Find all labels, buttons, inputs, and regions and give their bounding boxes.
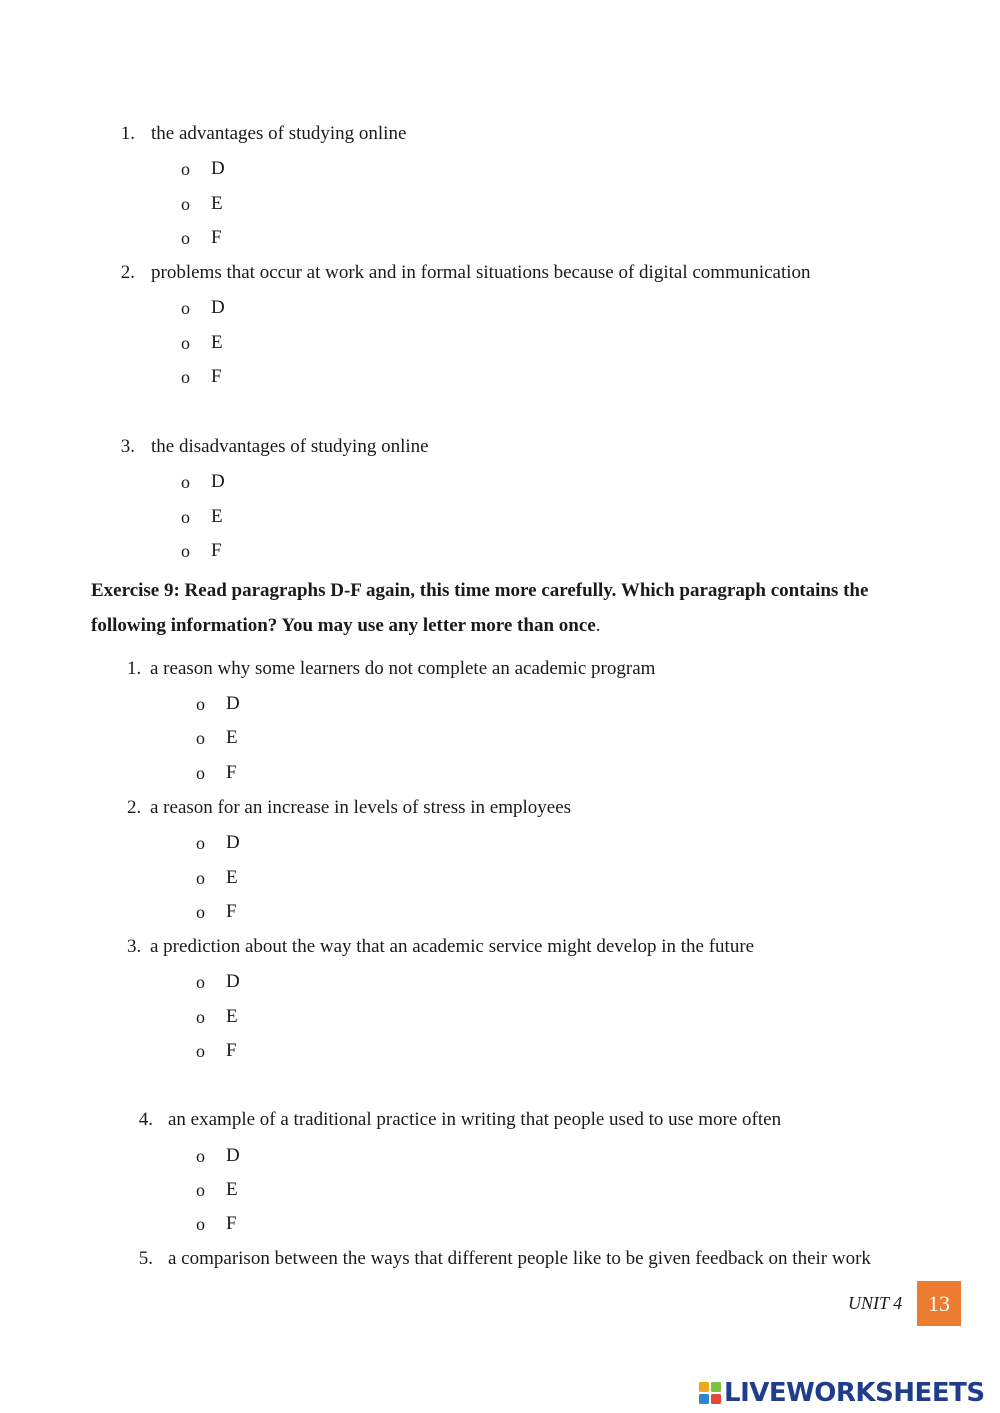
option-label[interactable]: F (226, 901, 237, 922)
option-label[interactable]: F (226, 1213, 237, 1234)
page-number: 13 (928, 1290, 950, 1316)
radio-bullet-icon[interactable]: o (181, 228, 190, 248)
question-text: a reason why some learners do not complete an academic program (150, 658, 656, 679)
radio-bullet-icon[interactable]: o (196, 1146, 205, 1166)
radio-bullet-icon[interactable]: o (196, 1180, 205, 1200)
option-label[interactable]: F (226, 762, 237, 783)
radio-bullet-icon[interactable]: o (196, 728, 205, 748)
liveworksheets-logo-icon (698, 1381, 722, 1405)
radio-bullet-icon[interactable]: o (181, 159, 190, 179)
option-label[interactable]: E (211, 332, 223, 353)
radio-bullet-icon[interactable]: o (196, 763, 205, 783)
option-label[interactable]: D (211, 471, 225, 492)
radio-bullet-icon[interactable]: o (196, 833, 205, 853)
radio-bullet-icon[interactable]: o (196, 1007, 205, 1027)
option-label[interactable]: F (211, 227, 222, 248)
question-text: a comparison between the ways that different people like to be given feedback on their work (168, 1248, 871, 1269)
radio-bullet-icon[interactable]: o (196, 868, 205, 888)
question-text: an example of a traditional practice in writing that people used to use more often (168, 1109, 782, 1130)
option-label[interactable]: D (211, 297, 225, 318)
option-label[interactable]: E (226, 1006, 238, 1027)
option-label[interactable]: E (226, 1179, 238, 1200)
question-text: the disadvantages of studying online (151, 436, 429, 457)
radio-bullet-icon[interactable]: o (181, 194, 190, 214)
radio-bullet-icon[interactable]: o (181, 367, 190, 387)
exercise-9-title-end: . (595, 615, 601, 636)
option-label[interactable]: E (211, 193, 223, 214)
exercise-9-title: Exercise 9: Read paragraphs D-F again, this time more carefully. Which paragraph contains the following information? You may use any letter more than once (91, 580, 869, 636)
option-label[interactable]: E (211, 506, 223, 527)
question-number: 3. (120, 436, 135, 457)
question-number: 2. (120, 262, 135, 283)
question-text: a reason for an increase in levels of stress in employees (150, 797, 572, 818)
exercise-9-instructions (91, 573, 941, 643)
brand-name: LIVEWORKSHEETS (724, 1378, 985, 1408)
question-number: 5. (138, 1248, 153, 1269)
question-text: a prediction about the way that an academic service might develop in the future (150, 936, 755, 957)
question-text: the advantages of studying online (151, 123, 407, 144)
option-label[interactable]: D (211, 158, 225, 179)
question-number: 1. (120, 123, 135, 144)
option-label[interactable]: D (226, 971, 240, 992)
radio-bullet-icon[interactable]: o (196, 902, 205, 922)
radio-bullet-icon[interactable]: o (181, 541, 190, 561)
radio-bullet-icon[interactable]: o (181, 507, 190, 527)
radio-bullet-icon[interactable]: o (181, 298, 190, 318)
question-number: 4. (138, 1109, 153, 1130)
radio-bullet-icon[interactable]: o (196, 972, 205, 992)
unit-label: UNIT 4 (848, 1293, 903, 1313)
question-number: 2. (127, 797, 142, 818)
option-label[interactable]: E (226, 727, 238, 748)
radio-bullet-icon[interactable]: o (196, 1214, 205, 1234)
option-label[interactable]: F (211, 540, 222, 561)
option-label[interactable]: E (226, 867, 238, 888)
radio-bullet-icon[interactable]: o (196, 1041, 205, 1061)
radio-bullet-icon[interactable]: o (181, 333, 190, 353)
page-number-badge (917, 1281, 961, 1326)
option-label[interactable]: F (211, 366, 222, 387)
option-label[interactable]: F (226, 1040, 237, 1061)
liveworksheets-brand[interactable] (698, 1378, 985, 1408)
option-label[interactable]: D (226, 1145, 240, 1166)
question-number: 3. (127, 936, 142, 957)
question-text: problems that occur at work and in formal situations because of digital communication (151, 262, 811, 283)
radio-bullet-icon[interactable]: o (181, 472, 190, 492)
option-label[interactable]: D (226, 832, 240, 853)
option-label[interactable]: D (226, 693, 240, 714)
question-number: 1. (127, 658, 142, 679)
radio-bullet-icon[interactable]: o (196, 694, 205, 714)
